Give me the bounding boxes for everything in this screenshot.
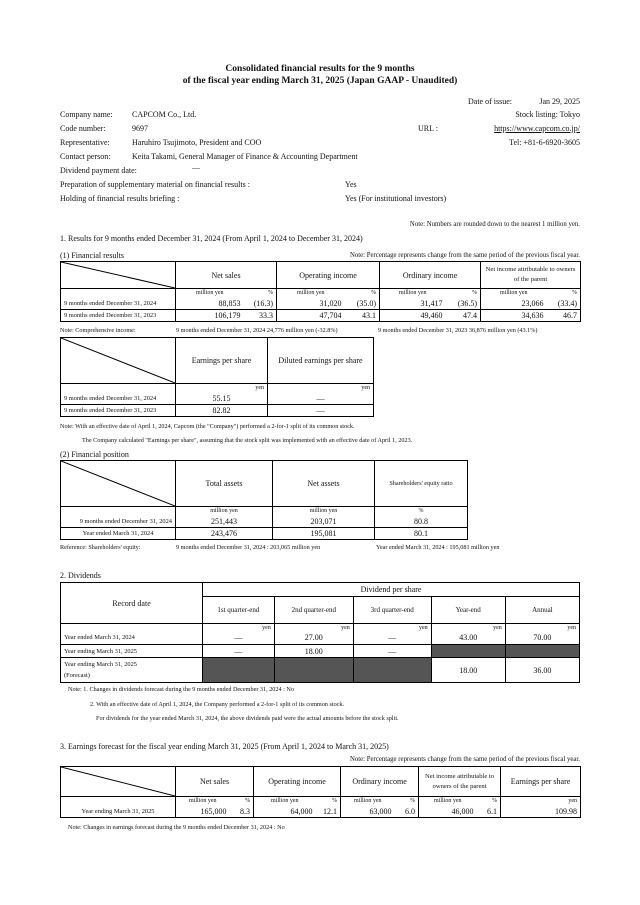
cell-value: ― — [353, 645, 431, 658]
cell-value: ― — [203, 632, 275, 645]
unit-row-blank — [61, 797, 176, 806]
unit-million-yen: million yen — [273, 507, 375, 516]
unit-percent: % — [477, 797, 501, 806]
cell-value: 243,476 — [176, 528, 273, 540]
shaded-cell — [431, 645, 505, 658]
table-row — [61, 632, 580, 645]
unit-million-yen: million yen — [481, 289, 547, 298]
unit-row-blank — [61, 507, 176, 516]
cell-value: 47,704 — [277, 310, 345, 322]
briefing-value: Yes (For institutional investors) — [345, 194, 447, 203]
unit-percent: % — [395, 797, 419, 806]
header-year-end: Year-end — [431, 597, 505, 624]
cell-value: 33.3 — [244, 310, 277, 322]
cell-value: 63,000 — [341, 806, 395, 818]
dividends-heading: 2. Dividends — [60, 571, 101, 580]
unit-percent: % — [375, 507, 468, 516]
header-total-assets: Total assets — [176, 461, 273, 507]
row-label: Year ending March 31, 2025 — [61, 645, 203, 658]
reference-label: Reference: Shareholders' equity: — [60, 544, 141, 551]
cell-value: 46,000 — [419, 806, 477, 818]
contact-label: Contact person: — [60, 152, 111, 161]
cell-value: 18.00 — [431, 658, 505, 683]
unit-percent: % — [244, 289, 277, 298]
cell-value: (35.0) — [345, 298, 380, 310]
row-label: Year ending March 31, 2025 — [61, 806, 176, 818]
header-1st-quarter: 1st quarter-end — [203, 597, 275, 624]
title-line-1: Consolidated financial results for the 9 months — [225, 64, 415, 74]
cell-value: 165,000 — [176, 806, 230, 818]
issue-date-label: Date of issue: — [468, 97, 512, 106]
unit-million-yen: million yen — [419, 797, 477, 806]
header-3rd-quarter: 3rd quarter-end — [353, 597, 431, 624]
dividends-note-2: 2. With an effective date of April 1, 2024, the Company performed a 2-for-1 split of its common stock. — [90, 701, 345, 708]
unit-yen: yen — [176, 384, 268, 393]
header-annual: Annual — [505, 597, 579, 624]
financial-position-table — [60, 460, 468, 540]
table-row — [61, 658, 580, 683]
header-net-sales: Net sales — [176, 262, 277, 289]
unit-percent: % — [316, 797, 341, 806]
cell-value: 6.1 — [477, 806, 501, 818]
cell-value: ― — [203, 645, 275, 658]
header-ordinary-income: Ordinary income — [341, 767, 419, 797]
unit-million-yen: million yen — [341, 797, 395, 806]
shaded-cell — [274, 658, 353, 683]
unit-million-yen: million yen — [176, 289, 244, 298]
unit-percent: % — [345, 289, 380, 298]
row-label: 9 months ended December 31, 2023 — [61, 405, 176, 417]
header-operating-income: Operating income — [254, 767, 341, 797]
table-row — [61, 310, 581, 322]
row-label: Year ended March 31, 2024 — [61, 632, 203, 645]
shaded-cell — [203, 658, 275, 683]
unit-million-yen: million yen — [176, 797, 230, 806]
briefing-label: Holding of financial results briefing : — [60, 194, 180, 203]
table-row — [61, 298, 581, 310]
eps-note-1: Note: With an effective date of April 1, 2024, Capcom (the "Company") performed a 2-for-1 split of its common stock. — [60, 423, 355, 430]
header-net-assets: Net assets — [273, 461, 375, 507]
dividends-table — [60, 582, 580, 683]
financial-results-heading: (1) Financial results — [60, 251, 124, 260]
header-eps: Earnings per share — [176, 338, 268, 384]
representative: Haruhiro Tsujimoto, President and COO — [132, 138, 262, 147]
dividends-note-3: For dividends for the year ended March 31, 2024, the above dividends paid were the actual amounts before the stock split. — [96, 715, 399, 722]
cell-value: 80.8 — [375, 516, 468, 528]
row-label — [61, 658, 203, 683]
row-label: 9 months ended December 31, 2024 — [61, 298, 176, 310]
cell-value: 82.82 — [176, 405, 268, 417]
cell-value: 12.1 — [316, 806, 341, 818]
url-label: URL : — [418, 124, 438, 133]
unit-percent: % — [446, 289, 481, 298]
cell-value: 80.1 — [375, 528, 468, 540]
cell-value: 203,071 — [273, 516, 375, 528]
cell-value: 8.3 — [230, 806, 254, 818]
unit-million-yen: million yen — [176, 507, 273, 516]
unit-percent: % — [547, 289, 581, 298]
row-label: 9 months ended December 31, 2024 — [61, 516, 176, 528]
cell-value: 88,853 — [176, 298, 244, 310]
table-row — [61, 393, 374, 405]
row-label-line-2: (Forecast) — [64, 672, 90, 679]
table-row — [61, 806, 581, 818]
company-name-label: Company name: — [60, 110, 113, 119]
diagonal-header-cell — [61, 262, 176, 289]
cell-value: ― — [353, 632, 431, 645]
header-operating-income: Operating income — [277, 262, 380, 289]
cell-value: (36.5) — [446, 298, 481, 310]
cell-value: 31,020 — [277, 298, 345, 310]
cell-value: (33.4) — [547, 298, 581, 310]
cell-value: 195,081 — [273, 528, 375, 540]
unit-row-blank — [61, 289, 176, 298]
header-diluted-eps: Diluted earnings per share — [268, 338, 374, 384]
diagonal-header-cell — [61, 338, 176, 384]
row-label: 9 months ended December 31, 2024 — [61, 393, 176, 405]
unit-million-yen: million yen — [380, 289, 446, 298]
row-label-line-1: Year ending March 31, 2025 — [64, 661, 138, 668]
issue-date: Jan 29, 2025 — [539, 97, 580, 106]
telephone: Tel: +81-6-6920-3605 — [509, 138, 580, 147]
header-net-income: Net income attributable to owners of the parent — [419, 767, 501, 797]
cell-value: 109.98 — [501, 806, 581, 818]
cell-value: 49,460 — [380, 310, 446, 322]
reference-2023: Year ended March 31, 2024 : 195,081 million yen — [376, 544, 500, 551]
code-label: Code number: — [60, 124, 106, 133]
supplementary-value: Yes — [345, 180, 357, 189]
unit-percent: % — [230, 797, 254, 806]
table-row — [61, 645, 580, 658]
cell-value: 18.00 — [274, 645, 353, 658]
header-net-income: Net income attributable to owners of the parent — [481, 262, 581, 289]
cell-value: 106,179 — [176, 310, 244, 322]
cell-value: 34,636 — [481, 310, 547, 322]
cell-value: 46.7 — [547, 310, 581, 322]
header-ordinary-income: Ordinary income — [380, 262, 481, 289]
forecast-percentage-note: Note: Percentage represents change from the same period of the previous fiscal year. — [349, 756, 580, 763]
unit-row-blank — [61, 384, 176, 393]
unit-yen: yen — [274, 624, 353, 632]
percentage-note: Note: Percentage represents change from the same period of the previous fiscal year. — [349, 252, 580, 259]
header-2nd-quarter: 2nd quarter-end — [274, 597, 353, 624]
unit-yen: yen — [268, 384, 374, 393]
financial-results-table — [60, 261, 581, 322]
header-equity-ratio: Shareholders' equity ratio — [375, 461, 468, 507]
cell-value: 27.00 — [274, 632, 353, 645]
company-name: CAPCOM Co., Ltd. — [132, 110, 197, 119]
header-dividend-per-share: Dividend per share — [203, 583, 580, 597]
contact-person: Keita Takami, General Manager of Finance & Accounting Department — [132, 152, 358, 161]
diagonal-header-cell — [61, 461, 176, 507]
header-record-date: Record date — [61, 583, 203, 624]
cell-value: 43.00 — [431, 632, 505, 645]
section1-heading: 1. Results for 9 months ended December 31, 2024 (From April 1, 2024 to December 31, 2024) — [60, 234, 363, 243]
cell-value: 55.15 — [176, 393, 268, 405]
cell-value: 43.1 — [345, 310, 380, 322]
cell-value: 64,000 — [254, 806, 316, 818]
comprehensive-income-2024: 9 months ended December 31, 2024 24,776 million yen (-32.8%) — [176, 327, 338, 334]
cell-value: ― — [268, 405, 374, 417]
diagonal-header-cell — [61, 767, 176, 797]
shaded-cell — [353, 658, 431, 683]
supplementary-label: Preparation of supplementary material on financial results : — [60, 180, 250, 189]
unit-yen: yen — [431, 624, 505, 632]
stock-listing: Stock listing: Tokyo — [515, 110, 580, 119]
cell-value: 47.4 — [446, 310, 481, 322]
row-label: 9 months ended December 31, 2023 — [61, 310, 176, 322]
unit-yen: yen — [505, 624, 579, 632]
company-url-link[interactable]: https://www.capcom.co.jp/ — [494, 124, 580, 133]
dividend-date-label: Dividend payment date: — [60, 166, 137, 175]
forecast-heading: 3. Earnings forecast for the fiscal year ending March 31, 2025 (From April 1, 2024 to March 31, 2025) — [60, 742, 389, 751]
unit-yen: yen — [501, 797, 581, 806]
cell-value: 23,066 — [481, 298, 547, 310]
cell-value: 70.00 — [505, 632, 579, 645]
rounding-note: Note: Numbers are rounded down to the nearest 1 million yen. — [409, 221, 580, 228]
financial-position-heading: (2) Financial position — [60, 450, 129, 459]
forecast-table — [60, 766, 581, 818]
dividends-note-1: Note: 1. Changes in dividends forecast during the 9 months ended December 31, 2024 : No — [68, 686, 294, 693]
table-row — [61, 516, 468, 528]
eps-table — [60, 337, 374, 417]
forecast-footnote: Note: Changes in earnings forecast during the 9 months ended December 31, 2024 : No — [68, 824, 285, 831]
comprehensive-income-label: Note: Comprehensive income: — [60, 327, 136, 334]
cell-value: 31,417 — [380, 298, 446, 310]
comprehensive-income-2023: 9 months ended December 31, 2023 36,876 million yen (43.1%) — [378, 327, 538, 334]
shaded-cell — [505, 645, 579, 658]
cell-value: ― — [268, 393, 374, 405]
cell-value: (16.3) — [244, 298, 277, 310]
cell-value: 251,443 — [176, 516, 273, 528]
title-line-2: of the fiscal year ending March 31, 2025 (Japan GAAP - Unaudited) — [182, 76, 458, 86]
unit-million-yen: million yen — [277, 289, 345, 298]
cell-value: 36.00 — [505, 658, 579, 683]
eps-note-2: The Company calculated "Earnings per share", assuming that the stock split was implemented with an effective date of April 1, 2023. — [82, 437, 413, 444]
row-label: Year ended March 31, 2024 — [61, 528, 176, 540]
reference-2024: 9 months ended December 31, 2024 : 203,065 million yen — [176, 544, 321, 551]
table-row — [61, 405, 374, 417]
unit-yen: yen — [203, 624, 275, 632]
header-net-sales: Net sales — [176, 767, 254, 797]
unit-yen: yen — [353, 624, 431, 632]
unit-row-blank — [61, 624, 203, 632]
header-eps: Earnings per share — [501, 767, 581, 797]
representative-label: Representative: — [60, 138, 110, 147]
unit-million-yen: million yen — [254, 797, 316, 806]
table-row — [61, 528, 468, 540]
dividend-date: ― — [192, 163, 200, 172]
cell-value: 6.0 — [395, 806, 419, 818]
code-number: 9697 — [132, 124, 148, 133]
